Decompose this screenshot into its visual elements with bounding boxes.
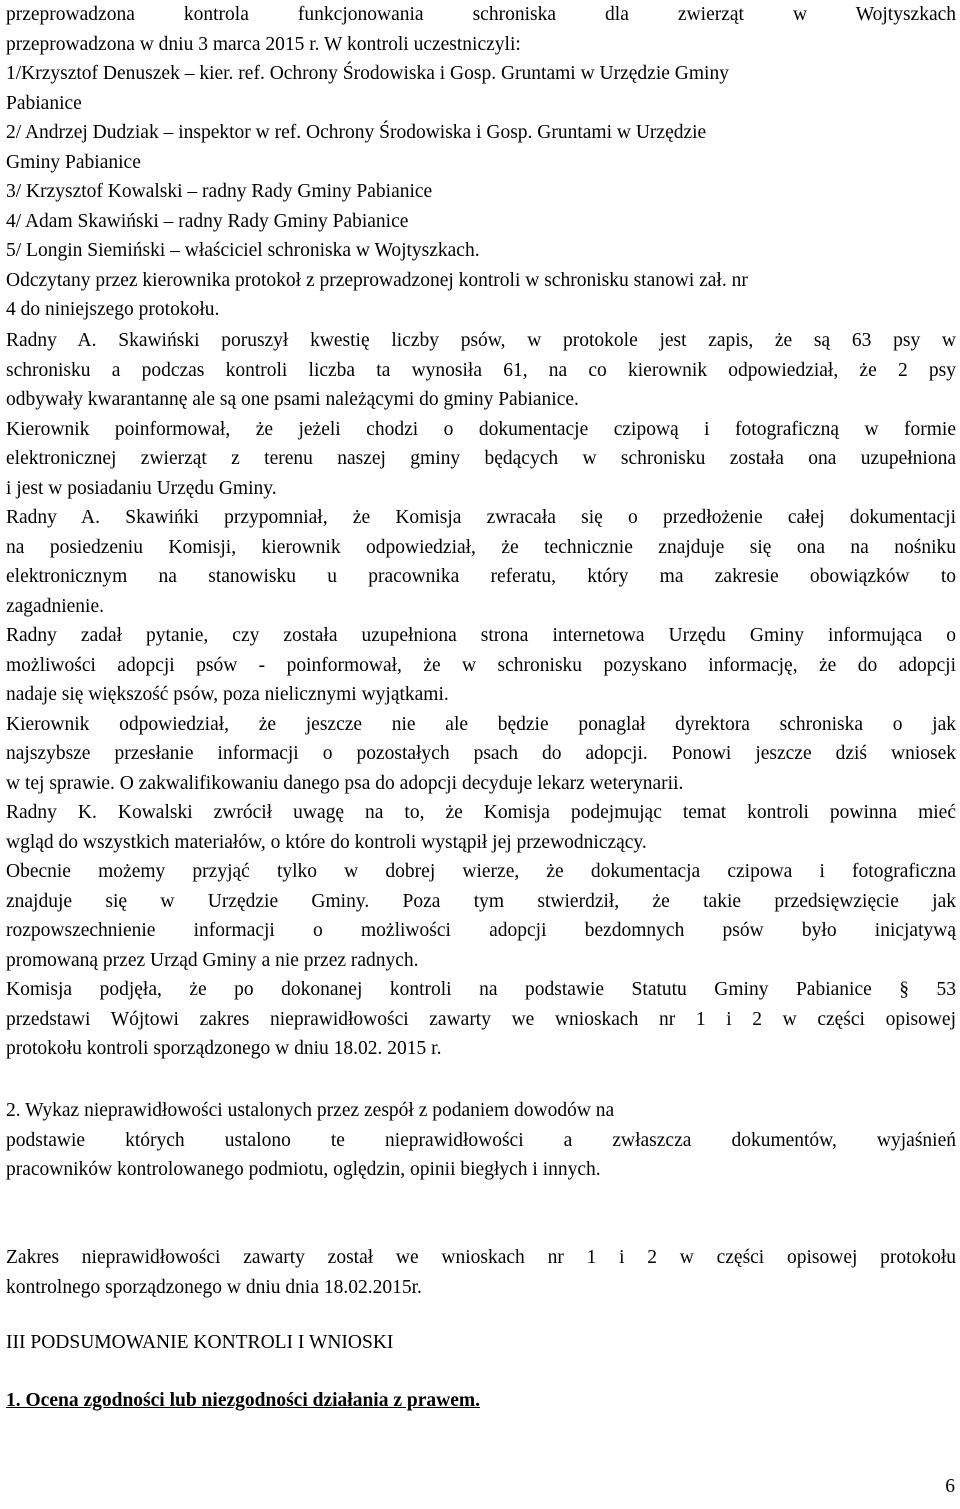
text-line: i jest w posiadaniu Urzędu Gminy. — [6, 477, 277, 499]
text-line: 2/ Andrzej Dudziak – inspektor w ref. Ochrony Środowiska i Gosp. Gruntami w Urzędzie — [6, 122, 707, 143]
text-line: znajduje się w Urzędzie Gminy. Poza tym stwierdził, że takie przedsięwzięcie jak — [6, 890, 956, 912]
text-line: przeprowadzona w dniu 3 marca 2015 r. W kontroli uczestniczyli: — [6, 33, 521, 55]
text-line: przedstawi Wójtowi zakres nieprawidłowości zawarty we wnioskach nr 1 i 2 w części opisowej — [6, 1008, 956, 1030]
text-line: najszybsze przesłanie informacji o pozostałych psach do adopcji. Ponowi jeszcze dziś wniosek — [6, 743, 956, 764]
text-line: Kierownik poinformował, że jeżeli chodzi o dokumentacje czipową i fotograficzną w formie — [6, 418, 956, 440]
text-line: 4/ Adam Skawiński – radny Rady Gminy Pabianice — [6, 210, 409, 232]
text-line: Zakres nieprawidłowości zawarty został we wnioskach nr 1 i 2 w części opisowej protokołu — [6, 1247, 956, 1268]
text-line: Radny A. Skawiński poruszył kwestię liczby psów, w protokole jest zapis, że są 63 psy w — [6, 330, 956, 351]
discussion-body — [6, 326, 956, 1064]
text-line: pracowników kontrolowanego podmiotu, oględzin, opinii biegłych i innych. — [6, 1159, 601, 1180]
text-line: Kierownik odpowiedział, że jeszcze nie ale będzie ponaglał dyrektora schroniska o jak — [6, 713, 956, 735]
section-3-subheading: 1. Ocena zgodności lub niezgodności działania z prawem. — [6, 1390, 480, 1411]
text-line: na posiedzeniu Komisji, kierownik odpowiedział, że technicznie znajduje się ona na nośniku — [6, 536, 956, 558]
text-line: Gminy Pabianice — [6, 151, 141, 173]
text-line: protokołu kontroli sporządzonego w dniu 18.02. 2015 r. — [6, 1038, 442, 1059]
text-line: wgląd do wszystkich materiałów, o które do kontroli wystąpił jej przewodniczący. — [6, 831, 647, 853]
text-line: 5/ Longin Siemiński – właściciel schroniska w Wojtyszkach. — [6, 240, 480, 261]
text-line: promowaną przez Urząd Gminy a nie przez radnych. — [6, 949, 419, 971]
text-line: zagadnienie. — [6, 595, 104, 617]
text-line: Radny A. Skawińki przypomniał, że Komisja zwracała się o przedłożenie całej dokumentacji — [6, 507, 956, 528]
text-line: Obecnie możemy przyjąć tylko w dobrej wierze, że dokumentacja czipowa i fotograficzna — [6, 861, 956, 882]
paragraph — [6, 503, 956, 621]
paragraph — [6, 975, 956, 1064]
text-line: kontrolnego sporządzonego w dniu dnia 18.02.2015r. — [6, 1276, 422, 1298]
text-line: nadaje się większość psów, poza nielicznymi wyjątkami. — [6, 684, 449, 705]
text-line: możliwości adopcji psów - poinformował, że w schronisku pozyskano informację, że do adopcji — [6, 654, 956, 676]
text-line: rozpowszechnienie informacji o możliwości adopcji bezdomnych psów było inicjatywą — [6, 920, 956, 941]
paragraph — [6, 710, 956, 799]
section-2-paragraph — [6, 1096, 956, 1185]
zakres-paragraph — [6, 1243, 956, 1302]
text-line: 1/Krzysztof Denuszek – kier. ref. Ochrony Środowiska i Gosp. Gruntami w Urzędzie Gminy — [6, 63, 729, 84]
text-line: 3/ Krzysztof Kowalski – radny Rady Gminy Pabianice — [6, 181, 433, 202]
text-line: w tej sprawie. O zakwalifikowaniu danego psa do adopcji decyduje lekarz weterynarii. — [6, 772, 684, 794]
text-line: elektronicznej zwierząt z terenu naszej gminy będących w schronisku została ona uzupełniona — [6, 448, 956, 469]
text-line: przeprowadzona kontrola funkcjonowania schroniska dla zwierząt w Wojtyszkach — [6, 4, 956, 25]
text-line: elektronicznym na stanowisku u pracownika referatu, który ma zakresie obowiązków to — [6, 566, 956, 587]
paragraph — [6, 621, 956, 710]
text-line: Radny K. Kowalski zwrócił uwagę na to, że Komisja podejmując temat kontroli powinna mieć — [6, 802, 956, 823]
text-line: Pabianice — [6, 92, 82, 114]
text-line: podstawie których ustalono te nieprawidłowości a zwłaszcza dokumentów, wyjaśnień — [6, 1129, 956, 1151]
text-line: Odczytany przez kierownika protokoł z przeprowadzonej kontroli w schronisku stanowi zał. nr — [6, 269, 748, 291]
section-3-heading: III PODSUMOWANIE KONTROLI I WNIOSKI — [6, 1332, 394, 1353]
text-line: schronisku a podczas kontroli liczba ta wynosiła 61, na co kierownik odpowiedział, że 2 psy — [6, 359, 956, 381]
paragraph — [6, 415, 956, 504]
attendance-block — [6, 0, 956, 325]
text-line: odbywały kwarantannę ale są one psami należącymi do gminy Pabianice. — [6, 389, 579, 410]
paragraph — [6, 798, 956, 857]
paragraph — [6, 326, 956, 415]
paragraph — [6, 857, 956, 975]
text-line: Radny zadał pytanie, czy została uzupełniona strona internetowa Urzędu Gminy informująca o — [6, 625, 956, 646]
text-line: 2. Wykaz nieprawidłowości ustalonych przez zespół z podaniem dowodów na — [6, 1100, 615, 1121]
page-number: 6 — [945, 1476, 955, 1497]
text-line: 4 do niniejszego protokołu. — [6, 299, 220, 320]
text-line: Komisja podjęła, że po dokonanej kontroli na podstawie Statutu Gminy Pabianice § 53 — [6, 979, 956, 1000]
